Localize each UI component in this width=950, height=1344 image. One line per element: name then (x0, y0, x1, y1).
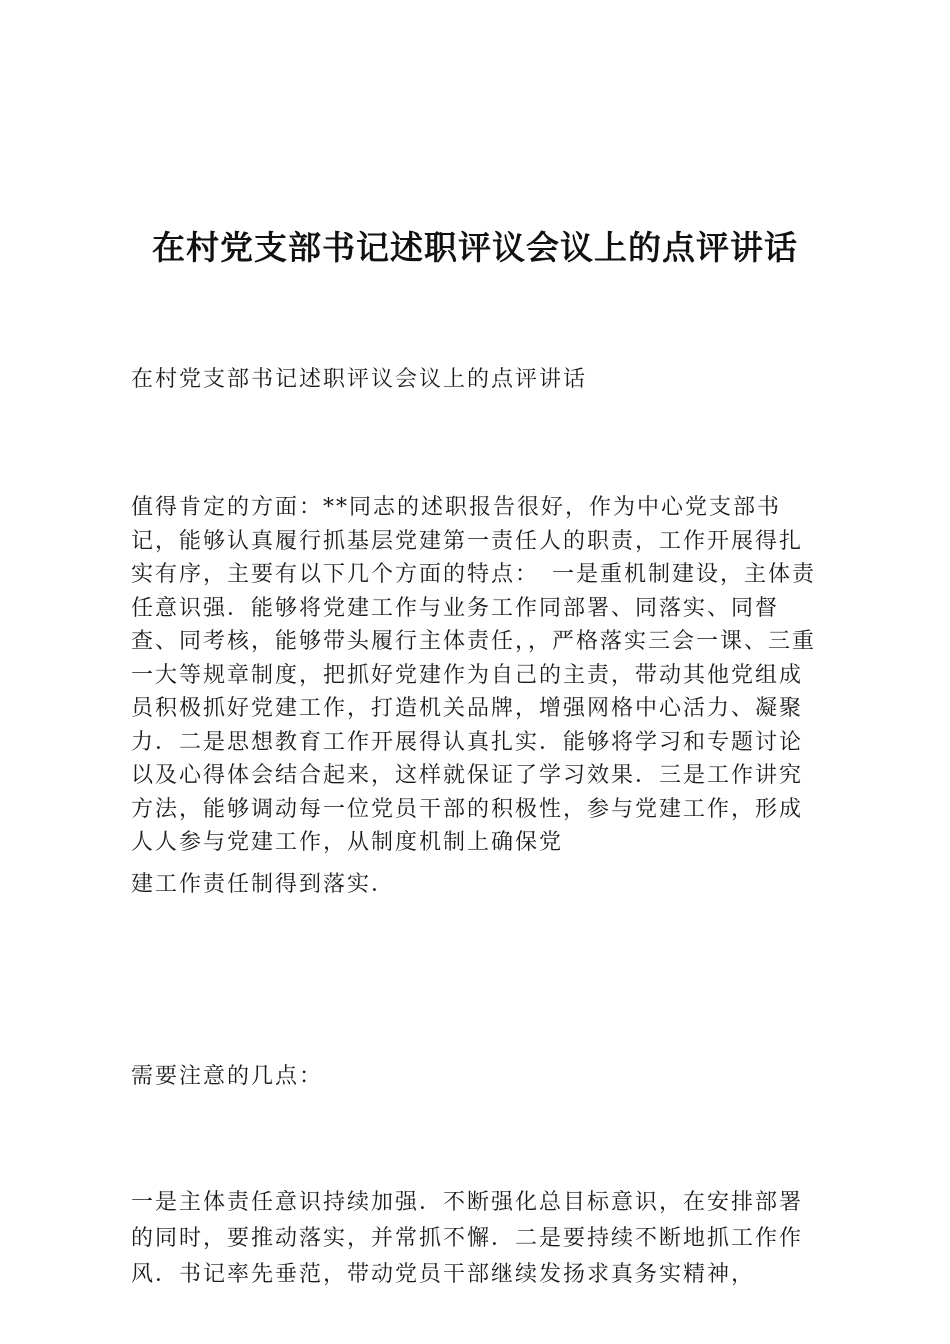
document-title: 在村党支部书记述职评议会议上的点评讲话 (152, 228, 798, 267)
paragraph-affirmed-aspects (131, 491, 821, 901)
paragraph-affirmed-aspects-end: 建工作责任制得到落实． (131, 871, 396, 897)
document-subtitle: 在村党支部书记述职评议会议上的点评讲话 (131, 367, 588, 392)
paragraph-affirmed-aspects-body: 值得肯定的方面：**同志的述职报告很好，作为中心党支部书记，能够认真履行抓基层党建第一责任人的职责，工作开展得扎实有序，主要有以下几个方面的特点： 一是重机制建设，主体责任意识强．能够将党建工作与业务工作同部署、同落实、同督查、同考核，能够带头履行主体责任，，严格落实三会一课、三重一大等规章制度，把抓好党建作为自己的主责，带动其他党组成员积极抓好党建工作，打造机关品牌，增强网格中心活力、凝聚力．二是思想教育工作开展得认真扎实．能够将学习和专题讨论以及心得体会结合起来，这样就保证了学习效果．三是工作讲究方法，能够调动每一位党员干部的积极性，参与党建工作，形成人人参与党建工作，从制度机制上确保党 (131, 495, 817, 855)
section-heading-attention-points: 需要注意的几点： (131, 1064, 324, 1089)
paragraph-attention-points: 一是主体责任意识持续加强．不断强化总目标意识，在安排部署的同时，要推动落实，并常抓不懈．二是要持续不断地抓工作作风．书记率先垂范，带动党员干部继续发扬求真务实精神， (131, 1190, 804, 1287)
